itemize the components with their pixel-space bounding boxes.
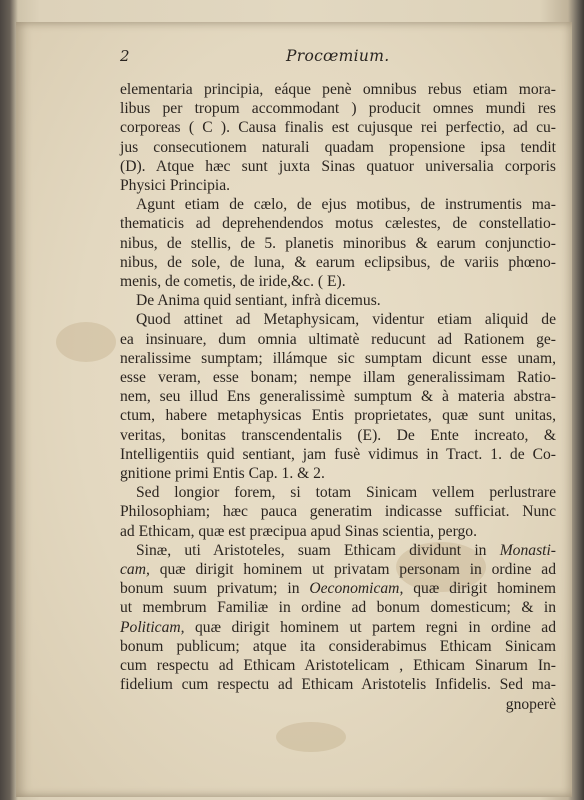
page-header bbox=[120, 47, 560, 69]
text-line bbox=[120, 579, 556, 598]
italic-term: Monasti- bbox=[499, 541, 556, 559]
text-run: quæ dirigit hominem ut partem regni in ordine ad bbox=[184, 618, 556, 636]
paper-stain bbox=[56, 322, 116, 362]
text-line: ut membrum Familiæ in ordine ad bonum domesticum; & in bbox=[120, 599, 556, 617]
page-number: 2 bbox=[120, 47, 130, 65]
text-line: libus per tropum accommodant ) producit omnes mundi res bbox=[120, 100, 556, 118]
text-line: veritas, bonitas transcendentalis (E). De Ente increato, & bbox=[120, 426, 556, 444]
text-line: nibus, de stellis, de 5. planetis minoribus & earum conjunctio- bbox=[120, 234, 556, 252]
paper-stain bbox=[276, 722, 346, 752]
text-line: fidelium cum respectu ad Ethicam Aristotelis Infidelis. Sed ma- bbox=[120, 676, 556, 694]
text-line: jus consecutionem naturali quadam propensione ipsa tendit bbox=[120, 138, 556, 156]
text-run: bonum suum privatum; in bbox=[120, 580, 310, 598]
text-line: menis, de cometis, de iride,&c. ( E). bbox=[120, 273, 346, 291]
body-text bbox=[120, 80, 556, 714]
text-line: Sed longior forem, si totam Sinicam vellem perlustrare bbox=[136, 484, 556, 502]
text-line: nibus, de sole, de luna, & earum eclipsibus, de variis phœno- bbox=[120, 253, 556, 271]
text-line: Physici Principia. bbox=[120, 177, 231, 195]
text-run: quæ dirigit hominem ut privatam personam in ordine ad bbox=[149, 561, 556, 579]
text-line: neralissime sumptam; illámque sic sumptam dicunt esse unam, bbox=[120, 349, 556, 367]
text-line: bonum publicum; atque ita considerabimus Ethicam Sinicam bbox=[120, 637, 556, 655]
text-line: De Anima quid sentiant, infrà dicemus. bbox=[136, 292, 381, 310]
text-line: gnitione primi Entis Cap. 1. & 2. bbox=[120, 465, 325, 483]
text-line: nem, seu illud Ens generalissimè sumptum & à materia abstra- bbox=[120, 388, 556, 406]
text-line: Agunt etiam de cælo, de ejus motibus, de instrumentis ma- bbox=[136, 196, 556, 214]
text-line bbox=[120, 541, 556, 560]
text-line: corporeas ( C ). Causa finalis est cujusque rei perfectio, ad cu- bbox=[120, 119, 556, 137]
italic-term: Oeconomicam, bbox=[309, 580, 404, 598]
text-line: Intelligentiis quid sentiant, jam fusè vidimus in Tract. 1. de Co- bbox=[120, 445, 556, 463]
text-line bbox=[120, 560, 556, 579]
text-run: Sinæ, uti Aristoteles, suam Ethicam dividunt in bbox=[136, 541, 500, 559]
text-line: Philosophiam; hæc pauca generatim indicasse sufficiat. Nunc bbox=[120, 503, 556, 521]
text-run: quæ dirigit hominem bbox=[403, 580, 556, 598]
italic-term: cam, bbox=[120, 561, 150, 579]
text-line: ad Ethicam, quæ est præcipua apud Sinas scientia, pergo. bbox=[120, 522, 477, 540]
text-line: cum respectu ad Ethicam Aristotelicam , Ethicam Sinarum In- bbox=[120, 657, 556, 675]
text-line: esse veram, esse bonam; nempe illam generalissimam Ratio- bbox=[120, 369, 556, 387]
text-line bbox=[120, 618, 556, 637]
text-line: ctum, habere metaphysicas Entis proprietates, quæ sunt unitas, bbox=[120, 407, 556, 425]
text-line: ea insinuare, dum omnia ultimatè reducunt ad Rationem ge- bbox=[120, 330, 556, 348]
running-head: Procœmium. bbox=[286, 47, 390, 65]
text-line: Quod attinet ad Metaphysicam, videntur etiam aliquid de bbox=[136, 311, 556, 329]
text-line: elementaria principia, eáque penè omnibus rebus etiam mora- bbox=[120, 81, 556, 98]
catchword: gnoperè bbox=[505, 695, 556, 713]
text-line: thematicis ad deprehendendos motus cælestes, de constellatio- bbox=[120, 215, 556, 233]
italic-term: Politicam, bbox=[120, 618, 185, 636]
text-line: (D). Atque hæc sunt juxta Sinas quatuor universalia corporis bbox=[120, 157, 556, 175]
